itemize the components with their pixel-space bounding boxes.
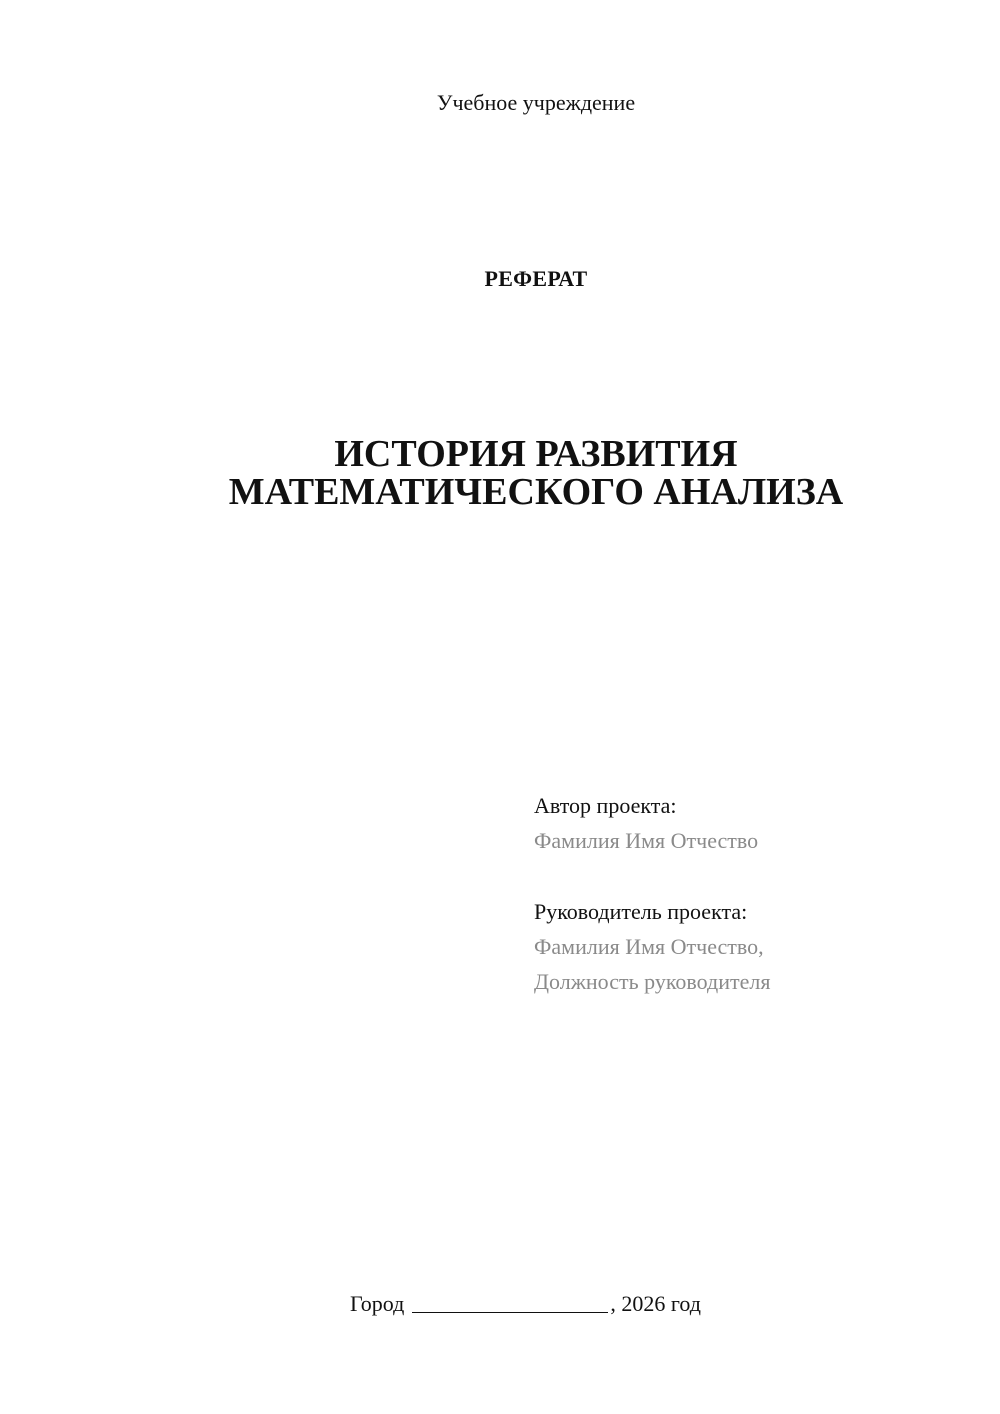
credits-block [534,788,770,999]
author-label: Автор проекта: [534,793,677,818]
title-line-1: ИСТОРИЯ РАЗВИТИЯ [334,433,738,475]
supervisor-name: Фамилия Имя Отчество, [534,934,764,959]
city-label: Город [350,1291,405,1316]
document-title [0,435,1000,511]
city-blank-line [412,1290,608,1313]
supervisor-label: Руководитель проекта: [534,899,748,924]
author-name: Фамилия Имя Отчество [534,828,759,853]
document-type: РЕФЕРАТ [484,266,588,291]
credits-spacer [534,858,770,894]
supervisor-position: Должность руководителя [534,969,771,994]
footer-city-year [350,1288,701,1317]
institution-name: Учебное учреждение [436,90,636,115]
year-text: , 2026 год [610,1291,701,1316]
title-line-2: МАТЕМАТИЧЕСКОГО АНАЛИЗА [228,471,844,513]
